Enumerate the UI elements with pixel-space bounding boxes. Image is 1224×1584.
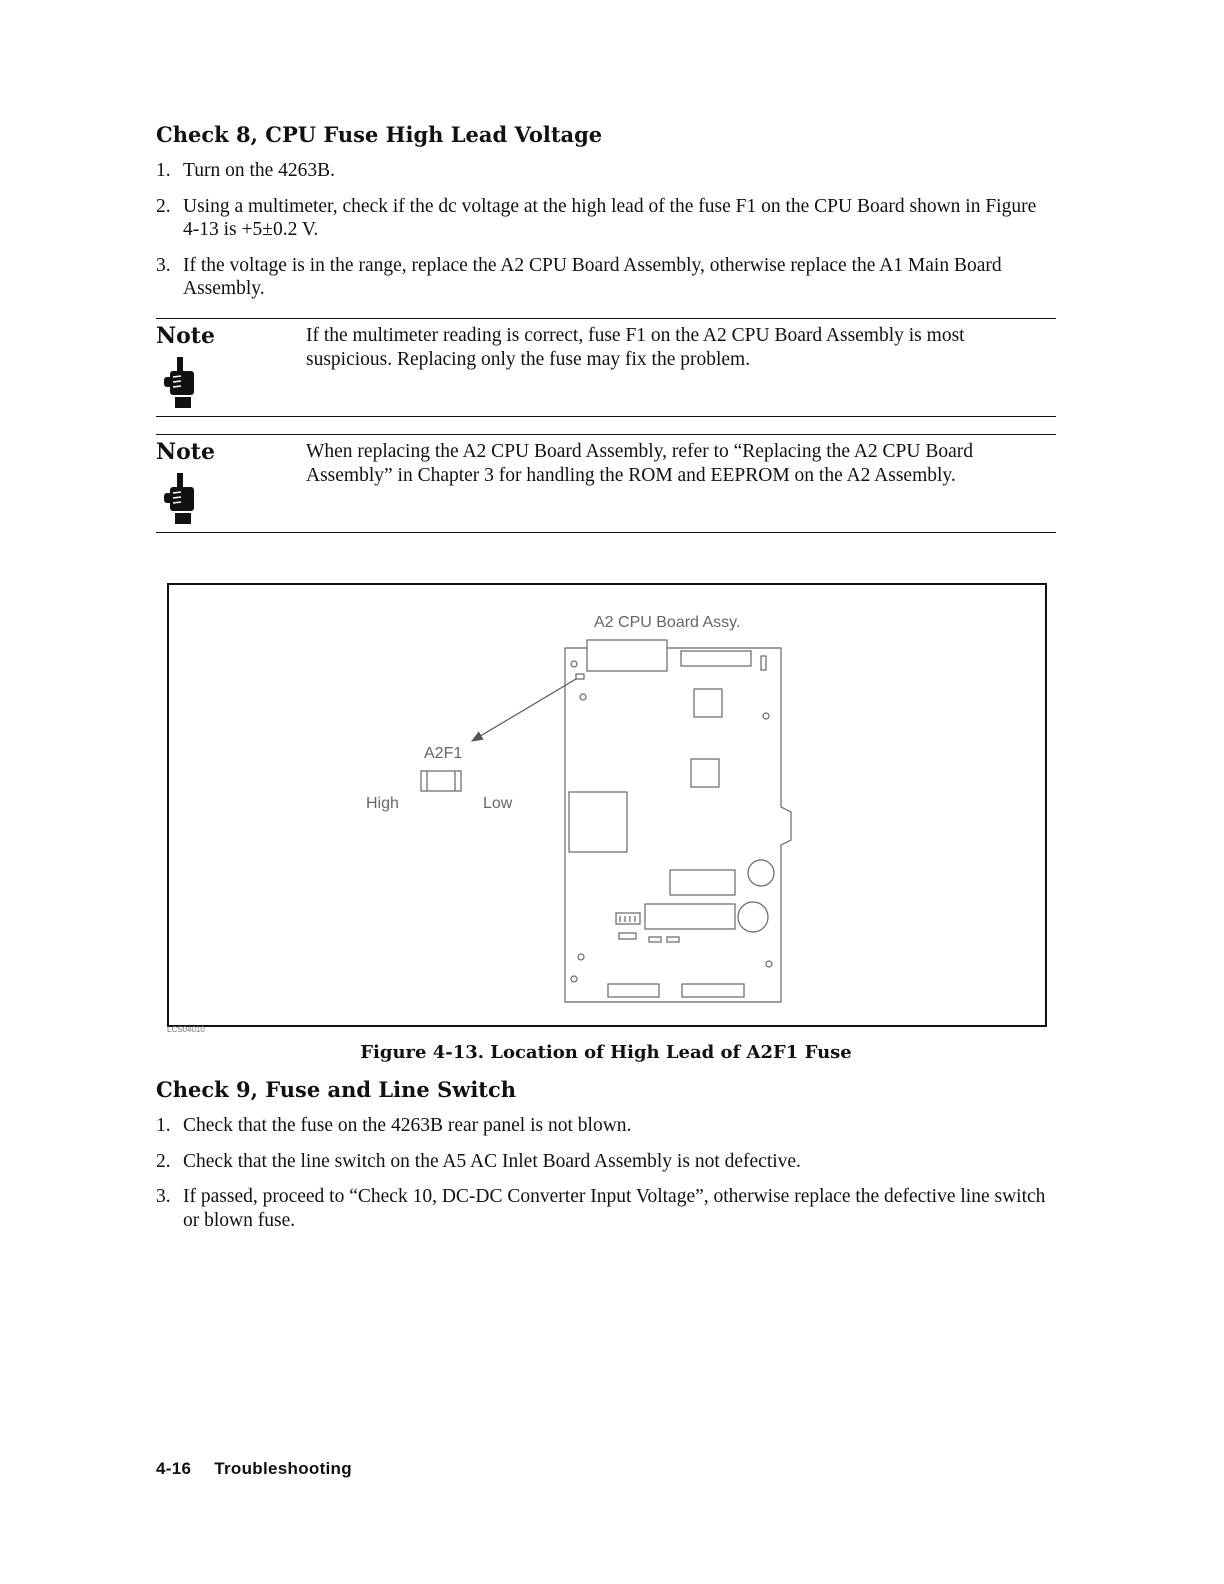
mounting-hole — [766, 961, 772, 967]
mounting-hole — [763, 713, 769, 719]
check9-heading: Check 9, Fuse and Line Switch — [156, 1077, 517, 1102]
step-text: Turn on the 4263B. — [183, 160, 336, 181]
page-footer — [156, 1459, 352, 1479]
ic-socket — [670, 870, 735, 895]
list-item — [156, 195, 1056, 242]
list-item — [156, 1150, 1056, 1174]
figure-code: LCS04010 — [167, 1025, 205, 1034]
cpu-chip — [569, 792, 627, 852]
step-number: 2. — [156, 195, 171, 217]
low-lead-label: Low — [483, 795, 513, 812]
check8-heading: Check 8, CPU Fuse High Lead Voltage — [156, 122, 603, 147]
battery — [748, 860, 774, 886]
component — [649, 937, 661, 942]
step-text: If passed, proceed to “Check 10, DC-DC Converter Input Voltage”, otherwise replace the defective line switch or blown fuse. — [183, 1186, 1046, 1231]
callout-arrow — [472, 679, 576, 741]
ic-chip — [691, 759, 719, 787]
note-text: If the multimeter reading is correct, fuse F1 on the A2 CPU Board Assembly is most suspicious. Replacing only the fuse may fix the problem. — [306, 325, 965, 370]
figure-caption: Figure 4-13. Location of High Lead of A2F1 Fuse — [360, 1042, 852, 1063]
check8-steps — [156, 159, 1056, 313]
top-header — [681, 651, 751, 666]
ic-chip — [694, 689, 722, 717]
step-number: 3. — [156, 254, 171, 276]
ic-socket — [645, 904, 735, 929]
component — [667, 937, 679, 942]
step-text: Using a multimeter, check if the dc voltage at the high lead of the fuse F1 on the CPU Board shown in Figure 4-13 is +5±0.2 V. — [183, 195, 1037, 240]
top-pin — [761, 656, 766, 670]
step-text: If the voltage is in the range, replace the A2 CPU Board Assembly, otherwise replace the A1 Main Board Assembly. — [183, 254, 1002, 299]
page-number: 4-16 — [156, 1459, 192, 1478]
check9-steps — [156, 1114, 1056, 1244]
mounting-hole — [580, 694, 586, 700]
mounting-hole — [571, 976, 577, 982]
list-item — [156, 1114, 1056, 1138]
list-item — [156, 159, 1056, 183]
note-box — [156, 318, 1056, 417]
high-lead-label: High — [366, 795, 399, 812]
bottom-connector — [682, 984, 744, 997]
board-outline — [565, 648, 791, 1002]
resistor-pack — [619, 933, 636, 939]
bottom-connector — [608, 984, 659, 997]
note-box — [156, 434, 1056, 533]
mounting-hole — [578, 954, 584, 960]
pointing-hand-icon — [164, 357, 200, 409]
note-label: Note — [156, 323, 215, 349]
step-number: 1. — [156, 1115, 171, 1136]
fuse-label: A2F1 — [424, 745, 463, 762]
note-label: Note — [156, 439, 215, 465]
battery — [738, 902, 768, 932]
figure-4-13 — [167, 583, 1047, 1027]
step-text: Check that the fuse on the 4263B rear panel is not blown. — [183, 1115, 632, 1136]
section-name: Troubleshooting — [214, 1459, 352, 1478]
step-number: 3. — [156, 1186, 171, 1207]
top-connector — [587, 640, 667, 671]
step-number: 2. — [156, 1150, 171, 1172]
board-label: A2 CPU Board Assy. — [594, 614, 741, 631]
step-number: 1. — [156, 160, 171, 181]
board-diagram — [169, 585, 1045, 1025]
note-text: When replacing the A2 CPU Board Assembly, refer to “Replacing the A2 CPU Board Assembly” in Chapter 3 for handling the ROM and EEPROM on the A2 Assembly. — [306, 441, 974, 486]
list-item — [156, 1185, 1056, 1232]
pointing-hand-icon — [164, 473, 200, 525]
board-fuse — [576, 674, 584, 679]
mounting-hole — [571, 661, 577, 667]
list-item — [156, 254, 1056, 301]
step-text: Check that the line switch on the A5 AC Inlet Board Assembly is not defective. — [183, 1150, 801, 1172]
